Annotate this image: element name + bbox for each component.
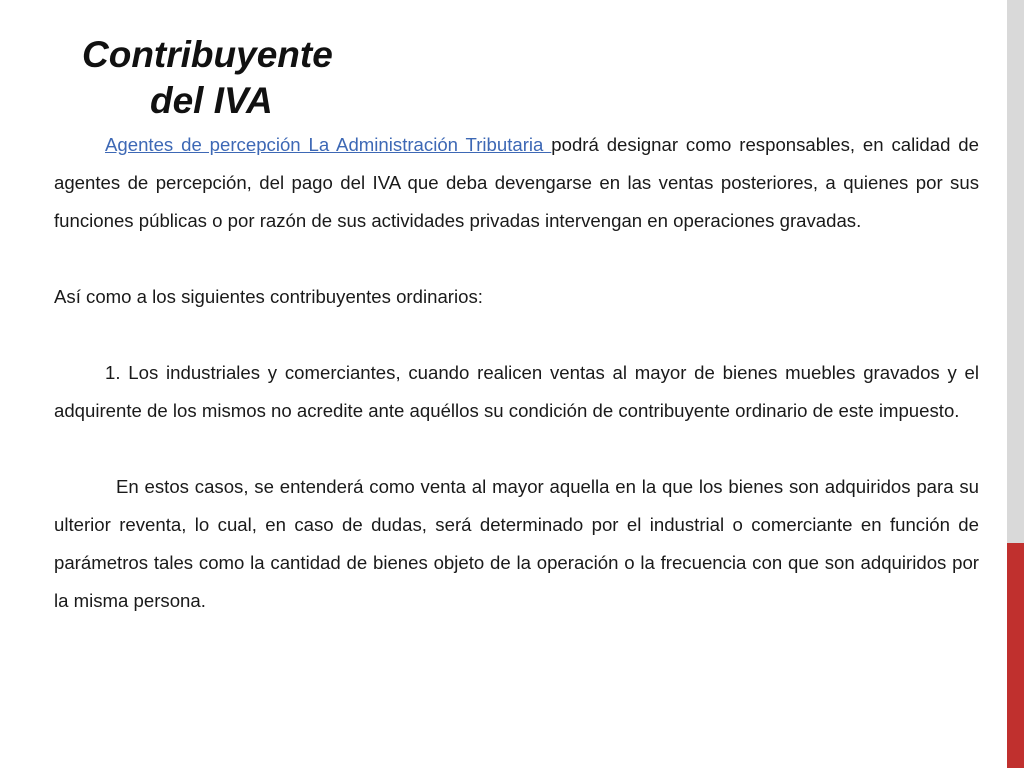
paragraph-agentes-percepcion bbox=[54, 126, 979, 240]
title-line-2: del IVA bbox=[150, 80, 273, 121]
decorative-rail-red bbox=[1007, 543, 1024, 768]
paragraph-contribuyentes-ordinarios: Así como a los siguientes contribuyentes ordinarios: bbox=[54, 286, 483, 307]
spacer bbox=[54, 316, 979, 354]
paragraph-venta-al-mayor: En estos casos, se entenderá como venta al mayor aquella en la que los bienes son adquiridos para su ulterior reventa, lo cual, en caso de dudas, será determinado por el industrial o comerciante en función de parámetros tales como la cantidad de bienes objeto de la operación o la frecuencia con que son adquiridos por la misma persona. bbox=[54, 476, 979, 611]
slide-body bbox=[54, 126, 979, 620]
slide-title bbox=[82, 32, 372, 124]
paragraph-industriales-comerciantes: 1. Los industriales y comerciantes, cuando realicen ventas al mayor de bienes muebles gravados y el adquirente de los mismos no acredite ante aquéllos su condición de contribuyente ordinario de este impuesto. bbox=[54, 362, 979, 421]
title-line-1: Contribuyente bbox=[82, 34, 333, 75]
spacer bbox=[54, 430, 979, 468]
paragraph-1-text: podrá designar como responsables, en calidad de agentes de percepción, del pago del IVA que deba devengarse en las ventas posteriores, a quienes por sus funciones públicas o por razón de sus actividades privadas intervengan en operaciones gravadas. bbox=[54, 134, 979, 231]
agentes-percepcion-link[interactable]: Agentes de percepción La Administración Tributaria bbox=[105, 134, 552, 155]
decorative-rail-gray bbox=[1007, 0, 1024, 543]
spacer bbox=[54, 240, 979, 278]
